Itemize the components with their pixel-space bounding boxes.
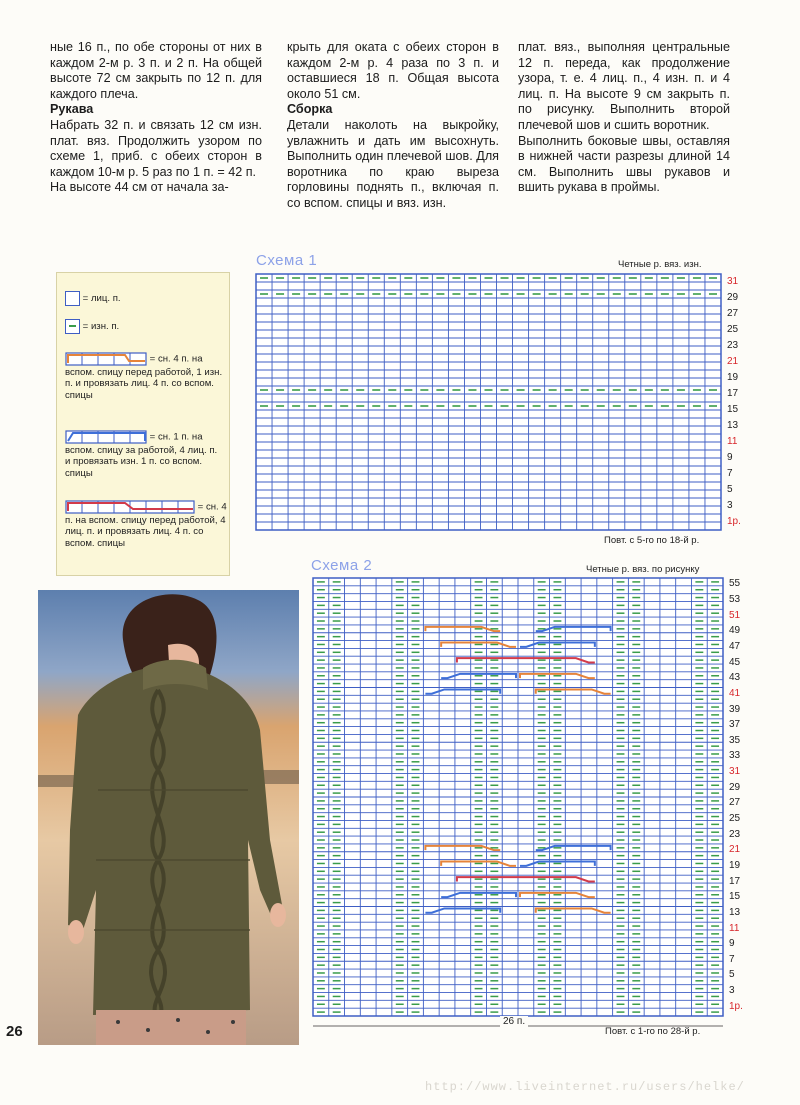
knit-symbol-icon (65, 291, 80, 306)
schema2-row-number: 53 (729, 594, 741, 606)
legend-cable-long: = сн. 4 п. на вспом. спицу перед работой, 4 лиц. п. и провязать лиц. 4 п. со вспом. спицы (65, 499, 227, 549)
schema2-row-number: 17 (729, 875, 741, 887)
paragraph: На высоте 44 см от начала за- (50, 180, 229, 195)
schema2-row-number: 27 (729, 797, 741, 809)
schema1-row-number: 19 (727, 371, 739, 383)
schema2-row-number: 19 (729, 859, 741, 871)
chart-legend (56, 272, 230, 576)
text-column-1 (50, 40, 262, 196)
schema1-note-bottom: Повт. с 5-го по 18-й р. (604, 535, 700, 546)
paragraph: крыть для оката с обеих сторон в каждом 2-м р. 4 раза по 3 п. и оставшиеся 18 п. Общая высота около 51 см. (287, 40, 499, 101)
schema2-row-number: 5 (729, 969, 735, 981)
paragraph: Набрать 32 п. и связать 12 см изн. плат. вяз. Продолжить узором по схеме 1, приб. с обеих сторон в каждом 10-м р. 5 раз по 1 п. = 42 п. (50, 117, 262, 179)
schema2-row-number: 41 (729, 687, 741, 699)
model-photo (38, 590, 299, 1045)
schema2-row-number: 55 (729, 578, 741, 590)
paragraph: Детали наколоть на выкройку, увлажнить и дать им высохнуть. Выполнить один плечевой шов. Для воротника по краю выреза горловины поднять п., включая п. со вспом. спицы и вяз. изн. (287, 117, 499, 210)
schema2-row-number: 15 (729, 891, 741, 903)
schema1-row-number: 23 (727, 339, 739, 351)
legend-purl: = изн. п. (65, 319, 119, 334)
schema2-row-number: 21 (729, 844, 741, 856)
section-heading: Рукава (50, 102, 94, 117)
schema1-row-number: 13 (727, 419, 739, 431)
schema2-note-bottom: Повт. с 1-го по 28-й р. (605, 1026, 701, 1037)
schema1-row-number: 29 (727, 291, 739, 303)
cable-front-symbol-icon (65, 351, 147, 367)
schema2-row-number: 29 (729, 781, 741, 793)
schema1-row-number: 1р. (727, 515, 741, 527)
schema1-row-number: 7 (727, 467, 733, 479)
legend-cable-back: = сн. 1 п. на вспом. спицу за работой, 4 лиц. п. и провязать изн. 1 п. со вспом. спицы (65, 429, 225, 479)
schema1-row-number: 9 (727, 451, 733, 463)
cable-back-symbol-icon (65, 429, 147, 445)
schema2-row-number: 37 (729, 719, 741, 731)
text-column-2 (287, 40, 499, 212)
schema2-row-number: 23 (729, 828, 741, 840)
schema1-note-top: Четные р. вяз. изн. (618, 259, 702, 270)
schema2-grid (313, 578, 725, 1024)
schema2-row-number: 31 (729, 766, 741, 778)
schema1-row-number: 11 (727, 435, 738, 447)
paragraph: ные 16 п., по обе стороны от них в каждом 2-м р. 3 п. и 2 п. На общей высоте 72 см закрыть по 12 п. для каждого плеча. (50, 40, 262, 101)
schema1-title: Схема 1 (256, 252, 318, 269)
schema2-row-number: 33 (729, 750, 741, 762)
schema2-row-number: 13 (729, 906, 741, 918)
schema2-row-number: 25 (729, 813, 741, 825)
text-column-3 (518, 40, 730, 196)
paragraph: плат. вяз., выполняя центральные 12 п. переда, как продолжение узора, т. е. 4 лиц. п., 4 изн. п. и 4 лиц. п. На высоте 9 см закрыть п. по рисунку. Выполнить второй плечевой шов и сшить воротник. (518, 40, 730, 132)
schema2-title: Схема 2 (311, 557, 373, 574)
schema2-row-number: 9 (729, 938, 735, 950)
schema1-row-number: 21 (727, 355, 739, 367)
schema2-note-top: Четные р. вяз. по рисунку (586, 564, 700, 575)
paragraph: Выполнить боковые швы, оставляя в нижней части разрезы длиной 14 см. Выполнить швы рукавов и вшить рукава в проймы. (518, 133, 730, 195)
schema1-row-number: 27 (727, 307, 739, 319)
schema1-grid (256, 274, 726, 530)
schema2-row-number: 43 (729, 672, 741, 684)
schema2-width-label: 26 п. (500, 1016, 528, 1027)
purl-symbol-icon (65, 319, 80, 334)
schema1-row-number: 25 (727, 323, 739, 335)
legend-cable-front: = сн. 4 п. на вспом. спицу перед работой, 1 изн. п. и провязать лиц. 4 п. со вспом. спицы (65, 351, 225, 401)
schema1-row-number: 5 (727, 483, 733, 495)
schema2-row-number: 7 (729, 953, 735, 965)
schema2-row-number: 49 (729, 625, 741, 637)
schema2-row-number: 45 (729, 656, 741, 668)
page-number: 26 (6, 1023, 23, 1040)
woman-in-cable-sweater-image (38, 590, 299, 1045)
watermark-url: http://www.liveinternet.ru/users/helke/ (425, 1080, 745, 1094)
schema2-row-number: 35 (729, 734, 741, 746)
schema2-row-number: 3 (729, 985, 735, 997)
schema2-row-number: 11 (729, 922, 740, 934)
cable-long-symbol-icon (65, 499, 195, 515)
schema2-row-number: 51 (729, 609, 741, 621)
schema1-row-number: 15 (727, 403, 739, 415)
schema2-row-number: 1р. (729, 1000, 743, 1012)
schema2-row-number: 39 (729, 703, 741, 715)
schema1-row-number: 31 (727, 275, 739, 287)
schema2-row-number: 47 (729, 640, 741, 652)
legend-knit: = лиц. п. (65, 291, 121, 306)
section-heading: Сборка (287, 102, 333, 117)
schema1-row-number: 3 (727, 499, 733, 511)
schema1-row-number: 17 (727, 387, 739, 399)
